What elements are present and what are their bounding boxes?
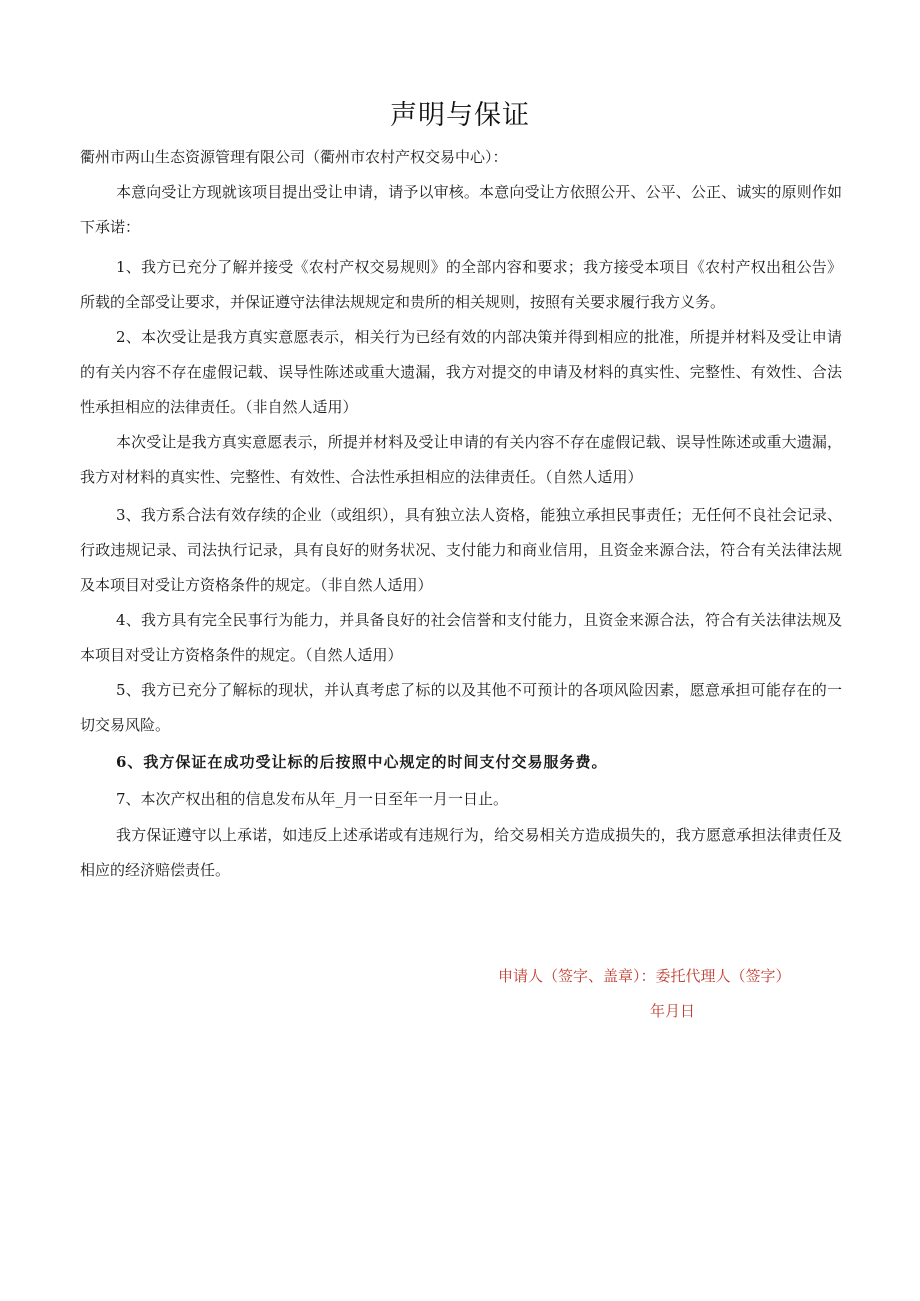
clause-5: 5、我方已充分了解标的现状，并认真考虑了标的以及其他不可预计的各项风险因素，愿意承担可能存在的一切交易风险。: [80, 681, 842, 734]
signature-line: 申请人（签字、盖章）：委托代理人（签字）: [498, 967, 791, 985]
closing-statement: 我方保证遵守以上承诺，如违反上述承诺或有违规行为，给交易相关方造成损失的，我方愿意承担法律责任及相应的经济赔偿责任。: [80, 826, 842, 879]
clause-3: 3、我方系合法有效存续的企业（或组织），具有独立法人资格，能独立承担民事责任；无任何不良社会记录、行政违规记录、司法执行记录，具有良好的财务状况、支付能力和商业信用，且资金来源合法，符合有关法律法规及本项目对受让方资格条件的规定。（非自然人适用）: [80, 506, 842, 594]
date-line: 年月日: [650, 1002, 696, 1020]
clause-1: 1、我方已充分了解并接受《农村产权交易规则》的全部内容和要求；我方接受本项目《农村产权出租公告》所载的全部受让要求，并保证遵守法律法规规定和贵所的相关规则，按照有关要求履行我方义务。: [80, 258, 842, 311]
addressee: 衢州市两山生态资源管理有限公司（衢州市农村产权交易中心）：: [80, 148, 508, 166]
clause-2-natural-person: 本次受让是我方真实意愿表示，所提并材料及受让申请的有关内容不存在虚假记载、误导性陈述或重大遗漏，我方对材料的真实性、完整性、有效性、合法性承担相应的法律责任。（自然人适用）: [80, 433, 842, 486]
document-title: 声明与保证: [390, 100, 530, 131]
clause-2: 2、本次受让是我方真实意愿表示，相关行为已经有效的内部决策并得到相应的批准，所提并材料及受让申请的有关内容不存在虚假记载、误导性陈述或重大遗漏，我方对提交的申请及材料的真实性、完整性、有效性、合法性承担相应的法律责任。（非自然人适用）: [80, 328, 842, 416]
clause-4: 4、我方具有完全民事行为能力，并具备良好的社会信誉和支付能力，且资金来源合法，符合有关法律法规及本项目对受让方资格条件的规定。（自然人适用）: [80, 611, 842, 664]
clause-6: 6、我方保证在成功受让标的后按照中心规定的时间支付交易服务费。: [116, 753, 608, 771]
clause-7: 7、本次产权出租的信息发布从年_月一日至年一月一日止。: [116, 790, 509, 808]
intro-paragraph: 本意向受让方现就该项目提出受让申请，请予以审核。本意向受让方依照公开、公平、公正、诚实的原则作如下承诺：: [80, 183, 842, 236]
